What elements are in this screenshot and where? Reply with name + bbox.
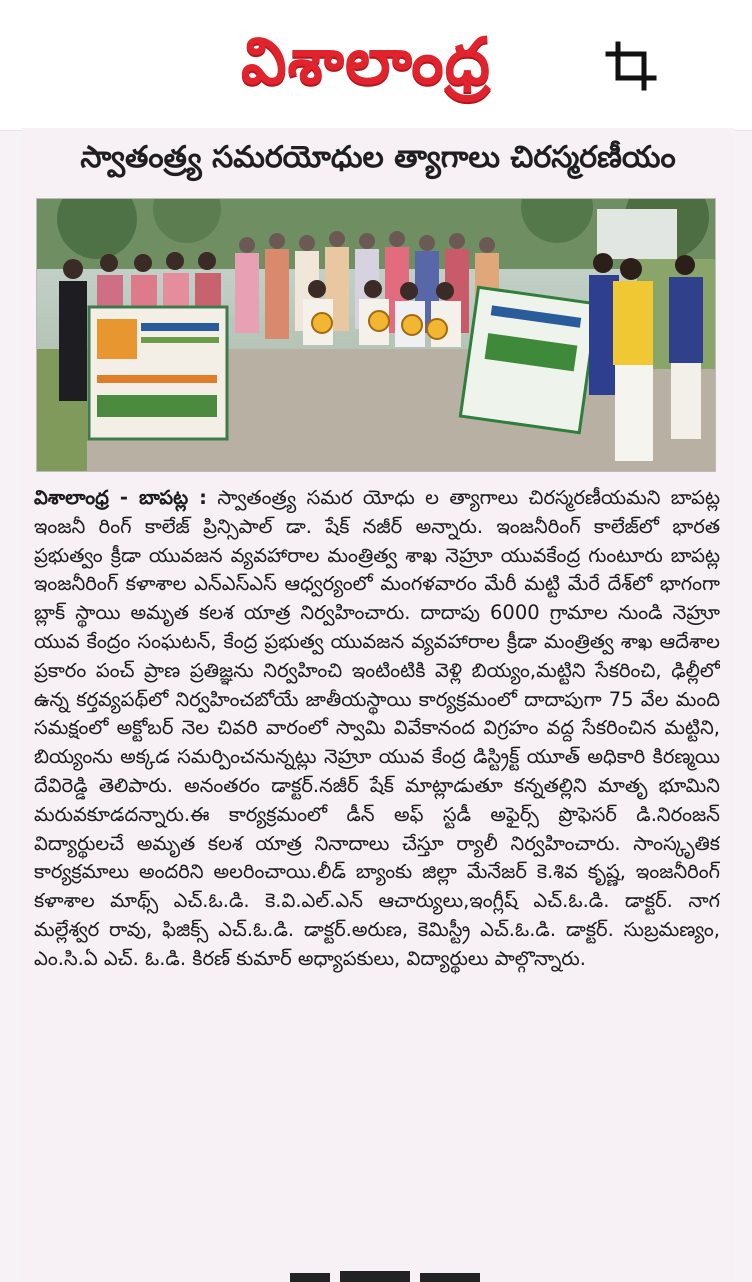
article-photo: [36, 198, 716, 472]
article-dateline: విశాలాంధ్ర - బాపట్ల :: [34, 486, 207, 509]
crop-icon[interactable]: [604, 38, 660, 94]
article-headline: స్వాతంత్ర్య సమరయోధుల త్యాగాలు చిరస్మరణీయం: [80, 140, 676, 175]
article-body-text: స్వాతంత్ర్య సమర యోధు ల త్యాగాలు చిరస్మరణీయమని బాపట్ల ఇంజనీ రింగ్ కాలేజ్ ప్రిన్సిపాల్ డా. షేక్ నజీర్ అన్నారు. ఇంజనీరింగ్ కాలేజ్‌లో భారత ప్రభుత్వం క్రీడా యువజన వ్యవహారాల మంత్రిత్వ శాఖ నెహ్రూ యువకేంద్ర గుంటూరు బాపట్ల ఇంజనీరింగ్ కళాశాల ఎన్ఎస్ఎస్ ఆధ్వర్యంలో మంగళవారం మేరీ మట్టి మేరే దేశ్‌లో భాగంగా బ్లాక్ స్థాయి అమృత కలశ యాత్ర నిర్వహించారు. దాదాపు 6000 గ్రామాల నుండి నెహ్రూ యువ కేంద్రం సంఘటన్, కేంద్ర ప్రభుత్వ యువజన వ్యవహారాల క్రీడా మంత్రిత్వ శాఖ ఆదేశాల ప్రకారం పంచ్ ప్రాణ ప్రతిజ్ఞను నిర్వహించి ఇంటింటికి వెళ్లి బియ్యం,మట్టిని సేకరించి, ఢిల్లీలో ఉన్న కర్తవ్యపథ్‌లో నిర్వహించబోయే జాతీయస్థాయి కార్యక్రమంలో దాదాపుగా 75 వేల మంది సమక్షంలో అక్టోబర్ నెల చివరి వారంలో స్వామి వివేకానంద విగ్రహం వద్ద సేకరించిన మట్టిని, బియ్యంను అక్కడ సమర్పించనున్నట్లు నెహ్రూ యువ కేంద్ర డిస్ట్రిక్ట్ యూత్ అధికారి కిరణ్మయి దేవిరెడ్డి తెలిపారు. అనంతరం డాక్టర్.నజీర్ షేక్ మాట్లాడుతూ కన్నతల్లిని మాతృ భూమిని మరువకూడదన్నారు.ఈ కార్యక్రమంలో డీన్ అఫ్ స్టడీ అఫైర్స్ ప్రొఫెసర్ డి.నిరంజన్ విద్యార్థులచే అమృత కలశ యాత్ర నినాదాలు చేస్తూ ర్యాలీ నిర్వహించారు. సాంస్కృతిక కార్యక్రమాలు అందరిని అలరించాయి.లీడ్ బ్యాంకు జిల్లా మేనేజర్ కె.శివ కృష్ణ, ఇంజనీరింగ్ కళాశాల మాథ్స్ ఎచ్.ఓ.డి. కె.వి.ఎల్.ఎన్ ఆచార్యులు,ఇంగ్లీష్ ఎచ్.ఓ.డి. డాక్టర్. నాగ మల్లేశ్వర రావు, ఫిజిక్స్ ఎచ్.ఓ.డి. డాక్టర్.అరుణ, కెమిస్ట్రీ ఎచ్.ఓ.డి. డాక్టర్. సుబ్రమణ్యం, ఎం.సి.ఏ ఎచ్. ఓ.డి. కిరణ్ కుమార్ అధ్యాపకులు, విద్యార్థులు పాల్గొన్నారు.: [34, 486, 720, 970]
article-body: [34, 484, 720, 1264]
newspaper-masthead: విశాలాంధ్ర: [241, 25, 491, 99]
app-toolbar: [0, 0, 752, 131]
